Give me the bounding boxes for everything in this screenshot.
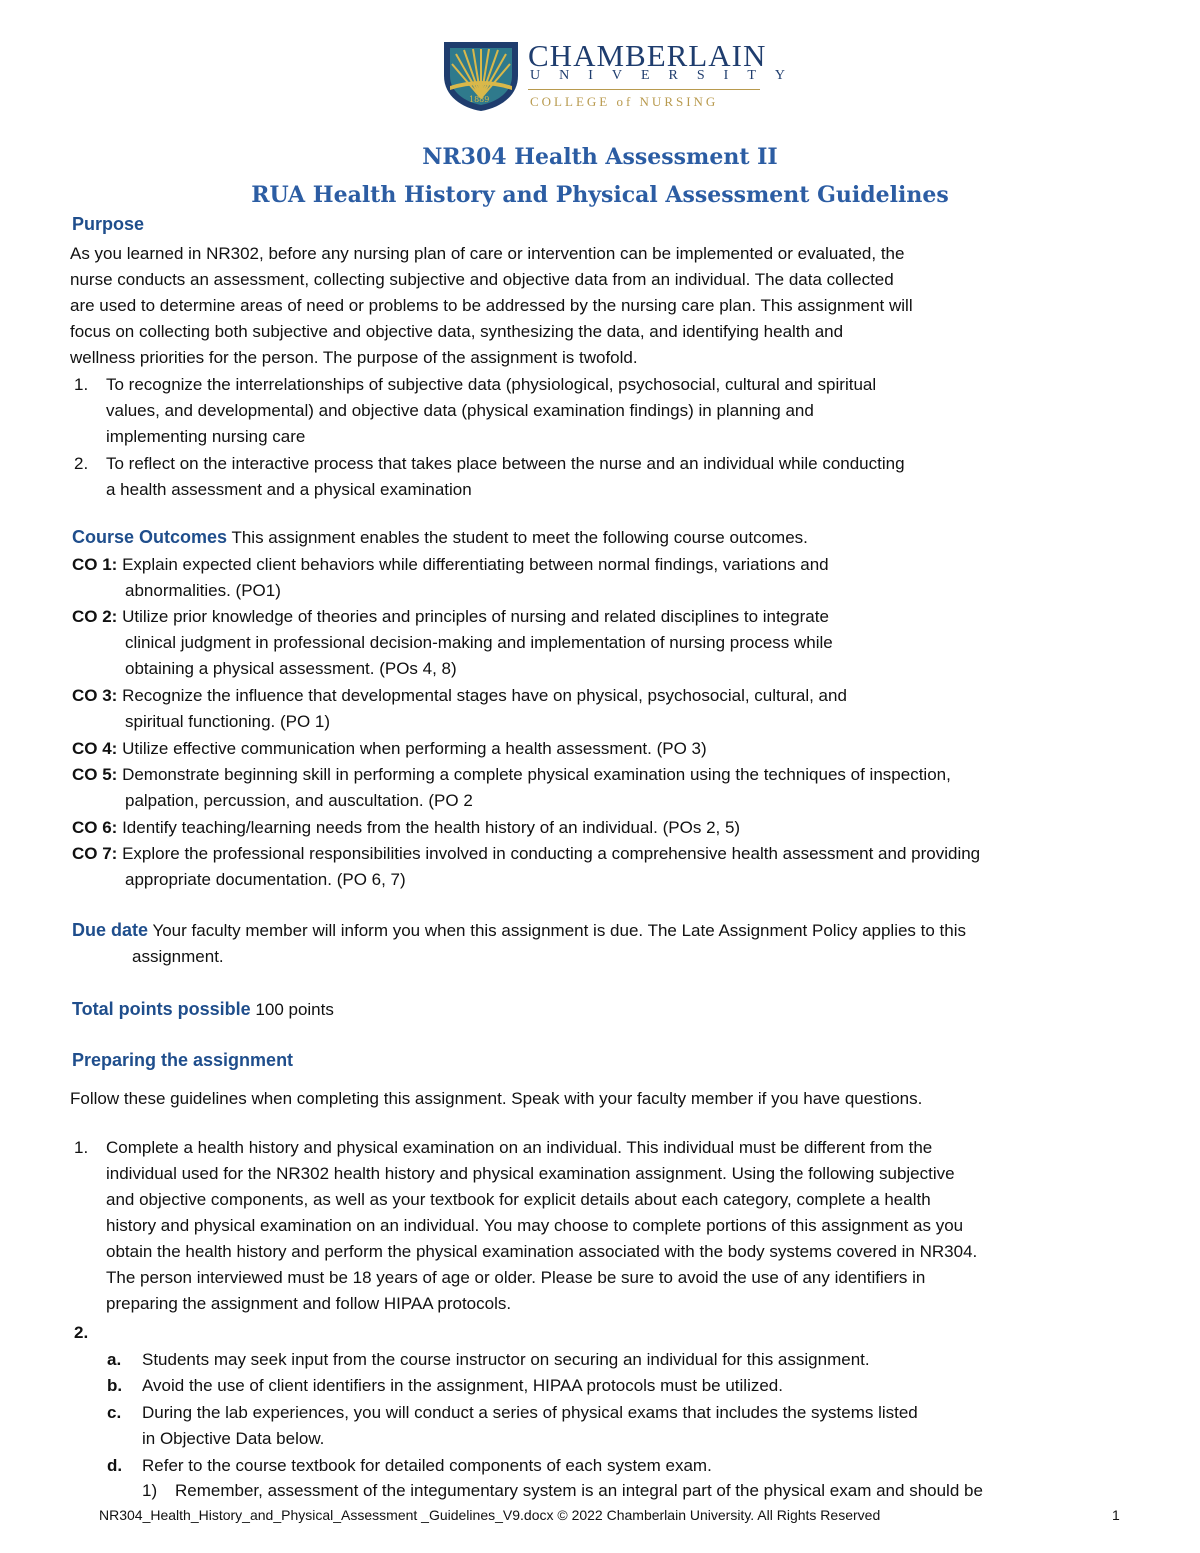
total-points-value: 100 points — [250, 1000, 334, 1019]
page-footer: NR304_Health_History_and_Physical_Assessment _Guidelines_V9.docx © 2022 Chamberlain University. All Rights Reserved — [99, 1507, 881, 1523]
page-title: NR304 Health Assessment II — [422, 144, 778, 170]
outcome-line: obtaining a physical assessment. (POs 4, 8) — [125, 659, 457, 678]
outcome-line: clinical judgment in professional decision-making and implementation of nursing process while — [125, 633, 833, 652]
list-item: preparing the assignment and follow HIPAA protocols. — [106, 1294, 512, 1313]
list-item: To recognize the interrelationships of subjective data (physiological, psychosocial, cultural and spiritual — [106, 375, 877, 394]
outcome-co7: CO 7: Explore the professional responsibilities involved in conducting a comprehensive health assessment and providing — [72, 844, 981, 863]
sublist-item: in Objective Data below. — [142, 1429, 325, 1448]
sublist-item: Avoid the use of client identifiers in the assignment, HIPAA protocols must be utilized. — [142, 1376, 783, 1395]
list-item: To reflect on the interactive process that takes place between the nurse and an individual while conducting — [106, 454, 905, 473]
purpose-line: As you learned in NR302, before any nursing plan of care or intervention can be implemented or evaluated, the — [70, 244, 905, 263]
total-points-heading: Total points possible — [72, 999, 251, 1019]
list-item: a health assessment and a physical examination — [106, 480, 472, 499]
list-item: individual used for the NR302 health history and physical examination assignment. Using the following subjective — [106, 1164, 955, 1183]
sublist-letter: c. — [107, 1403, 122, 1422]
due-date-heading: Due date — [72, 920, 149, 940]
purpose-line: wellness priorities for the person. The purpose of the assignment is twofold. — [70, 348, 638, 367]
preparing-heading: Preparing the assignment — [72, 1050, 294, 1070]
list-item: values, and developmental) and objective data (physical examination findings) in planning and — [106, 401, 814, 420]
purpose-line: nurse conducts an assessment, collecting subjective and objective data from an individual. The data collected — [70, 270, 894, 289]
list-item: implementing nursing care — [106, 427, 306, 446]
course-outcomes-heading: Course Outcomes — [72, 527, 228, 547]
list-number: 2. — [74, 454, 89, 473]
due-date-text: Your faculty member will inform you when this assignment is due. The Late Assignment Policy applies to this — [148, 921, 967, 940]
preparing-intro: Follow these guidelines when completing this assignment. Speak with your faculty member if you have questions. — [70, 1089, 923, 1108]
outcome-co4: CO 4: Utilize effective communication when performing a health assessment. (PO 3) — [72, 739, 707, 758]
sublist-letter: a. — [107, 1350, 122, 1369]
outcome-line: spiritual functioning. (PO 1) — [125, 712, 331, 731]
list-item: obtain the health history and perform the physical examination associated with the body systems covered in NR304. — [106, 1242, 978, 1261]
logo-sub: UNIVERSITY — [530, 68, 804, 83]
list-item: Complete a health history and physical examination on an individual. This individual must be different from the — [106, 1138, 933, 1157]
list-item: and objective components, as well as your textbook for explicit details about each category, complete a health — [106, 1190, 931, 1209]
subsublist-number: 1) — [142, 1481, 158, 1500]
page-number: 1 — [1112, 1507, 1120, 1523]
sublist-letter: d. — [107, 1456, 123, 1475]
outcome-line: appropriate documentation. (PO 6, 7) — [125, 870, 406, 889]
total-points — [72, 999, 334, 1020]
shield-icon — [442, 40, 522, 112]
subsublist-item: Remember, assessment of the integumentary system is an integral part of the physical exam and should be — [175, 1481, 983, 1500]
list-item: The person interviewed must be 18 years of age or older. Please be sure to avoid the use of any identifiers in — [106, 1268, 926, 1287]
outcome-co1: CO 1: Explain expected client behaviors while differentiating between normal findings, variations and — [72, 555, 829, 574]
due-date-line: assignment. — [132, 947, 224, 966]
purpose-line: are used to determine areas of need or problems to be addressed by the nursing care plan. This assignment will — [70, 296, 913, 315]
purpose-line: focus on collecting both subjective and objective data, synthesizing the data, and identifying health and — [70, 322, 844, 341]
course-outcomes-intro — [72, 527, 808, 548]
outcome-line: abnormalities. (PO1) — [125, 581, 281, 600]
chamberlain-logo — [442, 38, 804, 112]
logo-college: COLLEGE of NURSING — [530, 94, 719, 109]
sublist-item: Refer to the course textbook for detailed components of each system exam. — [142, 1456, 712, 1475]
due-date — [72, 920, 966, 941]
outcome-co6: CO 6: Identify teaching/learning needs from the health history of an individual. (POs 2, 5) — [72, 818, 741, 837]
outcome-co3: CO 3: Recognize the influence that developmental stages have on physical, psychosocial, cultural, and — [72, 686, 847, 705]
outcome-co5: CO 5: Demonstrate beginning skill in performing a complete physical examination using the techniques of inspection, — [72, 765, 951, 784]
list-number: 2. — [74, 1323, 89, 1342]
logo-name: CHAMBERLAIN — [528, 38, 767, 73]
list-number: 1. — [74, 375, 89, 394]
logo-divider — [528, 89, 760, 90]
svg-text:1889: 1889 — [469, 95, 490, 104]
course-outcomes-intro-text: This assignment enables the student to meet the following course outcomes. — [227, 528, 808, 547]
list-number: 1. — [74, 1138, 89, 1157]
outcome-co2: CO 2: Utilize prior knowledge of theories and principles of nursing and related disciplines to integrate — [72, 607, 829, 626]
sublist-item: Students may seek input from the course instructor on securing an individual for this assignment. — [142, 1350, 870, 1369]
sublist-item: During the lab experiences, you will conduct a series of physical exams that includes the systems listed — [142, 1403, 918, 1422]
list-item: history and physical examination on an individual. You may choose to complete portions of this assignment as you — [106, 1216, 964, 1235]
page-subtitle: RUA Health History and Physical Assessment Guidelines — [251, 182, 949, 208]
purpose-heading: Purpose — [72, 214, 145, 234]
sublist-letter: b. — [107, 1376, 123, 1395]
outcome-line: palpation, percussion, and auscultation. (PO 2 — [125, 791, 473, 810]
